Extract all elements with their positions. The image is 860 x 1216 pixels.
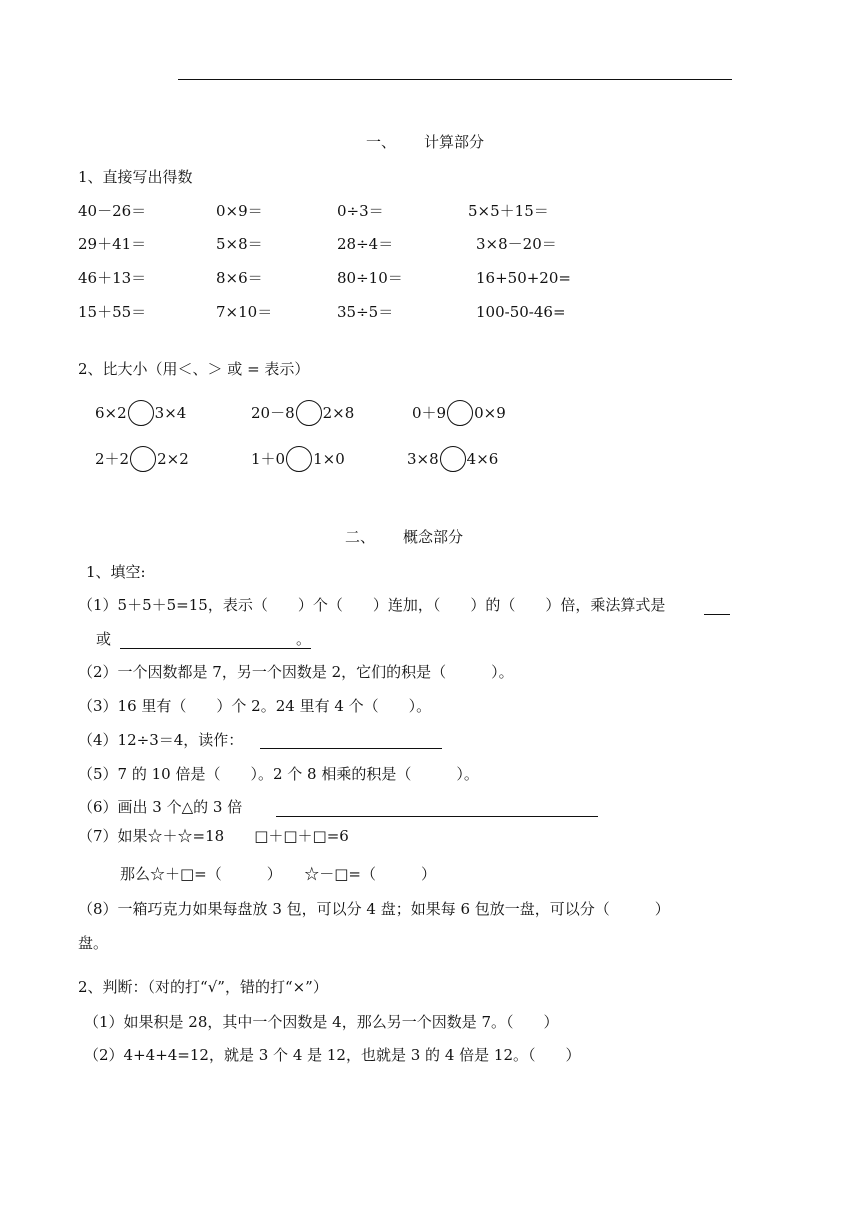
- answer-circle[interactable]: [447, 400, 473, 426]
- answer-circle[interactable]: [296, 400, 322, 426]
- fill-item-4: （4）12÷3＝4，读作：: [78, 731, 244, 749]
- judge-item-1: （1）如果积是 28，其中一个因数是 4，那么另一个因数是 7。（ ）: [84, 1013, 559, 1031]
- fill-item-6: （6）画出 3 个△的 3 倍: [78, 798, 243, 816]
- compare-left: 20－8: [251, 403, 295, 422]
- compare-right: 1×0: [313, 449, 345, 468]
- judge-item-2: （2）4+4+4=12，就是 3 个 4 是 12，也就是 3 的 4 倍是 12。（ ）: [84, 1046, 581, 1064]
- fill-item-5: （5）7 的 10 倍是（ ）。2 个 8 相乘的积是（ ）。: [78, 765, 479, 783]
- section-2-title: 概念部分: [403, 528, 464, 546]
- calc-item: 46＋13＝: [78, 269, 147, 287]
- compare-item: [412, 398, 506, 428]
- fill-item-1-or: 或: [96, 630, 112, 648]
- fill-item-1: （1）5＋5＋5=15，表示（ ）个（ ）连加，（ ）的（ ）倍，乘法算式是: [78, 596, 666, 614]
- fill-item-8: （8）一箱巧克力如果每盘放 3 包，可以分 4 盘；如果每 6 包放一盘，可以分（ ）: [78, 900, 670, 918]
- compare-right: 3×4: [154, 403, 187, 422]
- fill-title: 1、填空:: [86, 563, 146, 581]
- answer-blank[interactable]: [276, 816, 598, 817]
- section-1-title: 计算部分: [424, 133, 485, 151]
- compare-item: [95, 398, 186, 428]
- compare-item: [407, 444, 498, 474]
- header-rule: [178, 79, 732, 80]
- calc-item: 15＋55＝: [78, 303, 147, 321]
- compare-left: 0＋9: [412, 403, 447, 422]
- calc-item: 0×9＝: [216, 202, 263, 220]
- calc-item: 7×10＝: [216, 303, 273, 321]
- compare-item: [251, 444, 345, 474]
- section-1-number: 一、: [366, 133, 397, 151]
- answer-blank[interactable]: [704, 614, 730, 615]
- compare-left: 3×8: [407, 449, 439, 468]
- calc-item: 5×8＝: [216, 235, 263, 253]
- calc-item: 40－26＝: [78, 202, 147, 220]
- compare-right: 0×9: [474, 403, 506, 422]
- calc-item: 0÷3＝: [337, 202, 384, 220]
- judge-title: 2、判断：（对的打“√”，错的打“×”）: [78, 978, 328, 996]
- compare-right: 4×6: [466, 449, 499, 468]
- answer-circle[interactable]: [130, 446, 156, 472]
- calc-item: 5×5＋15＝: [468, 202, 549, 220]
- calc-item: 28÷4＝: [337, 235, 394, 253]
- section-2-number: 二、: [345, 528, 376, 546]
- section-2-heading: [345, 530, 463, 545]
- answer-circle[interactable]: [286, 446, 312, 472]
- compare-left: 2＋2: [95, 449, 130, 468]
- compare-right: 2×8: [322, 403, 355, 422]
- fill-item-1-period: 。: [296, 630, 312, 648]
- answer-blank[interactable]: [120, 648, 311, 649]
- q2-title: 2、比大小（用＜、＞ 或 = 表示）: [78, 360, 310, 378]
- fill-item-7: （7）如果☆＋☆=18 □＋□＋□=6: [78, 827, 349, 845]
- calc-item: 8×6＝: [216, 269, 263, 287]
- compare-left: 1＋0: [251, 449, 286, 468]
- calc-item: 80÷10＝: [337, 269, 403, 287]
- q1-title: 1、直接写出得数: [78, 168, 193, 186]
- calc-item: 16+50+20=: [476, 269, 571, 287]
- answer-circle[interactable]: [440, 446, 466, 472]
- calc-item: 3×8－20＝: [476, 235, 557, 253]
- compare-left: 6×2: [95, 403, 127, 422]
- compare-right: 2×2: [157, 449, 189, 468]
- fill-item-7-cont: 那么☆＋□=（ ） ☆－□=（ ）: [120, 865, 436, 883]
- answer-blank[interactable]: [260, 748, 442, 749]
- compare-item: [251, 398, 354, 428]
- fill-item-2: （2）一个因数都是 7，另一个因数是 2，它们的积是（ ）。: [78, 663, 514, 681]
- fill-item-8-cont: 盘。: [78, 934, 109, 952]
- fill-item-3: （3）16 里有（ ）个 2。24 里有 4 个（ ）。: [78, 697, 432, 715]
- answer-circle[interactable]: [128, 400, 154, 426]
- section-1-heading: [366, 135, 484, 150]
- calc-item: 100-50-46=: [476, 303, 566, 321]
- calc-item: 29＋41＝: [78, 235, 147, 253]
- compare-item: [95, 444, 189, 474]
- calc-item: 35÷5＝: [337, 303, 394, 321]
